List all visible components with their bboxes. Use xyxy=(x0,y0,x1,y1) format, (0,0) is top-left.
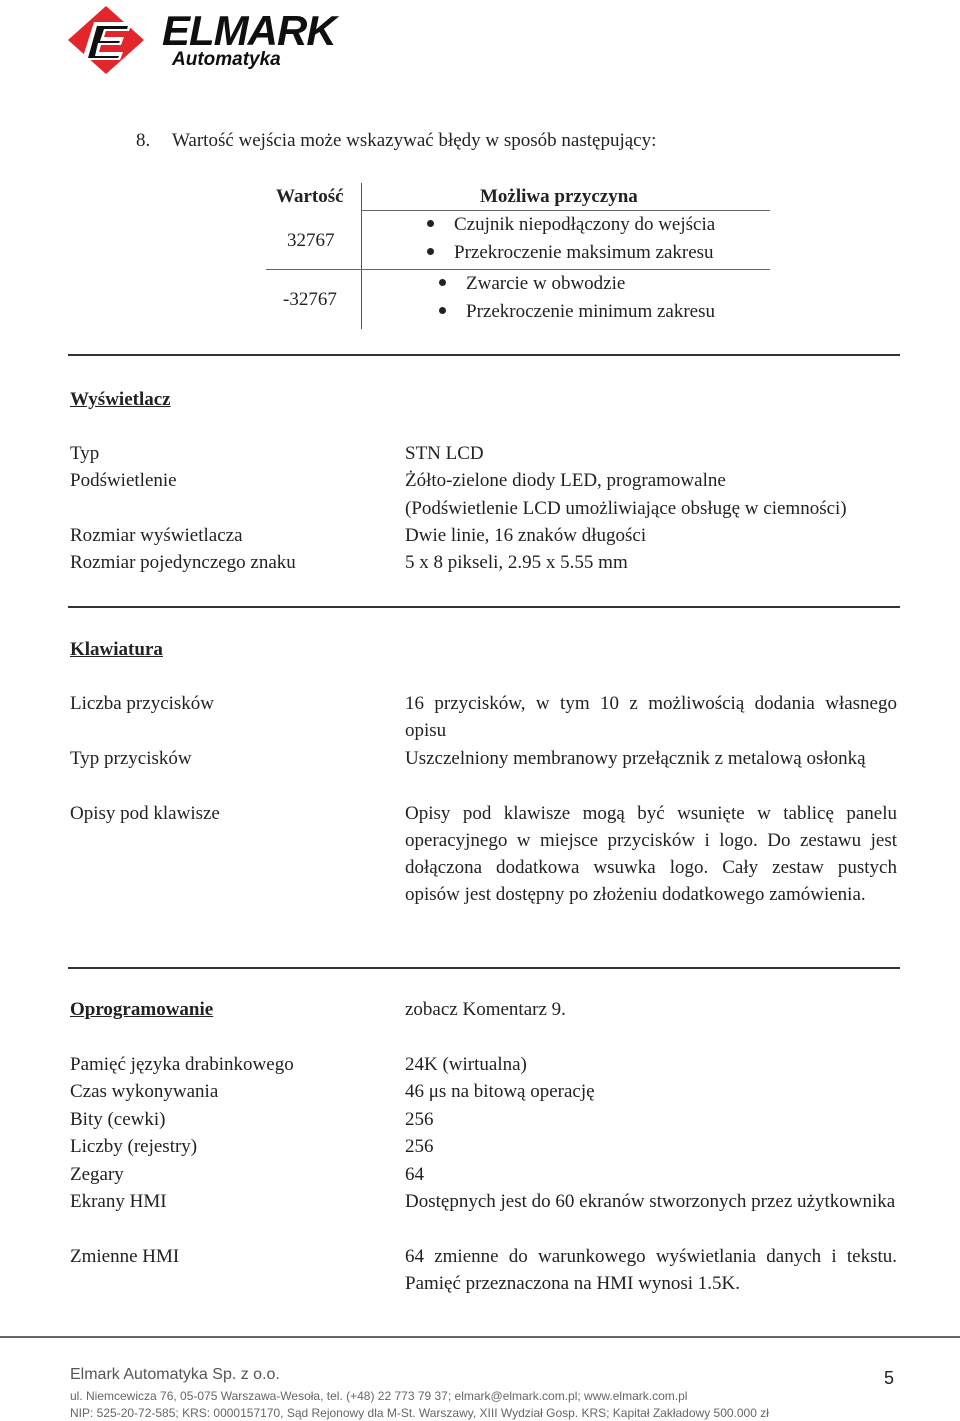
section-divider xyxy=(68,354,900,356)
table-row-value: 32767 xyxy=(287,230,335,251)
keyboard-label-count: Liczba przycisków xyxy=(70,693,215,714)
bullet-icon xyxy=(427,220,434,227)
section-divider xyxy=(68,967,900,969)
footer-divider xyxy=(0,1336,960,1338)
elmark-logo-mark-icon xyxy=(66,4,166,74)
logo-brand-text: ELMARK xyxy=(162,7,336,54)
bullet-icon xyxy=(427,248,434,255)
keyboard-heading: Klawiatura xyxy=(70,639,163,660)
display-label-type: Typ xyxy=(70,443,100,464)
display-value-backlight-note: (Podświetlenie LCD umożliwiające obsługę w ciemności) xyxy=(405,498,847,519)
display-value-backlight: Żółto-zielone diody LED, programowalne xyxy=(405,470,726,491)
display-label-size: Rozmiar wyświetlacza xyxy=(70,525,243,546)
bullet-icon xyxy=(439,279,446,286)
section-divider xyxy=(68,606,900,608)
list-item: Przekroczenie minimum zakresu xyxy=(439,298,715,325)
software-label: Zmienne HMI xyxy=(70,1246,180,1267)
list-item: Przekroczenie maksimum zakresu xyxy=(427,239,714,266)
footer-address: ul. Niemcewicza 76, 05-075 Warszawa-Wesoła, tel. (+48) 22 773 79 37; elmark@elmark.com.pl; www.elmark.com.pl xyxy=(70,1389,688,1403)
page-number: 5 xyxy=(884,1368,895,1388)
keyboard-value-descriptions: Opisy pod klawisze mogą być wsunięte w tablicę panelu operacyjnego w miejsce przycisków i logo. Do zestawu jest dołączona dodatkowa wsuwka logo. Cały zestaw pustych opisów jest dostępny po złożeniu dodatkowego zamówienia. xyxy=(405,803,897,905)
software-label: Czas wykonywania xyxy=(70,1081,219,1102)
software-value: 256 xyxy=(405,1109,434,1130)
table-row-value: -32767 xyxy=(283,289,337,310)
display-heading: Wyświetlacz xyxy=(70,389,171,410)
display-label-backlight: Podświetlenie xyxy=(70,470,177,491)
bullet-icon xyxy=(439,307,446,314)
footer-company: Elmark Automatyka Sp. z o.o. xyxy=(70,1366,280,1383)
table-header-cause: Możliwa przyczyna xyxy=(480,186,638,207)
list-item: Zwarcie w obwodzie xyxy=(439,270,625,297)
keyboard-label-descriptions: Opisy pod klawisze xyxy=(70,803,220,824)
software-value: 256 xyxy=(405,1136,434,1157)
software-heading: Oprogramowanie xyxy=(70,999,214,1020)
software-value: 64 zmienne do warunkowego wyświetlania danych i tekstu. Pamięć przeznaczona na HMI wynosi 1.5K. xyxy=(405,1246,897,1294)
software-value: 46 μs na bitową operację xyxy=(405,1081,595,1102)
table-header-value: Wartość xyxy=(276,186,344,207)
software-label: Pamięć języka drabinkowego xyxy=(70,1054,294,1075)
keyboard-value-count: 16 przycisków, w tym 10 z możliwością dodania własnego opisu xyxy=(405,693,897,741)
software-value: 64 xyxy=(405,1164,424,1185)
software-value: Dostępnych jest do 60 ekranów stworzonych przez użytkownika xyxy=(405,1191,896,1212)
software-label: Liczby (rejestry) xyxy=(70,1136,198,1157)
software-note: zobacz Komentarz 9. xyxy=(405,999,566,1020)
logo-subtitle-text: Automatyka xyxy=(172,49,281,70)
display-value-type: STN LCD xyxy=(405,443,484,464)
display-value-char-size: 5 x 8 pikseli, 2.95 x 5.55 mm xyxy=(405,552,628,573)
list-item: Czujnik niepodłączony do wejścia xyxy=(427,211,715,238)
keyboard-label-type: Typ przycisków xyxy=(70,748,192,769)
software-value: 24K (wirtualna) xyxy=(405,1054,527,1075)
list-number: 8. xyxy=(136,130,151,151)
display-label-char-size: Rozmiar pojedynczego znaku xyxy=(70,552,296,573)
table-divider-vertical xyxy=(361,183,362,329)
section8-intro: Wartość wejścia może wskazywać błędy w sposób następujący: xyxy=(172,130,657,151)
software-label: Ekrany HMI xyxy=(70,1191,167,1212)
software-label: Zegary xyxy=(70,1164,124,1185)
keyboard-value-type: Uszczelniony membranowy przełącznik z metalową osłonką xyxy=(405,748,866,769)
footer-registry: NIP: 525-20-72-585; KRS: 0000157170, Sąd Rejonowy dla M-St. Warszawy, XIII Wydział Gosp. KRS; Kapitał Zakładowy 500.000 zł xyxy=(70,1406,769,1420)
software-label: Bity (cewki) xyxy=(70,1109,166,1130)
display-value-size: Dwie linie, 16 znaków długości xyxy=(405,525,647,546)
